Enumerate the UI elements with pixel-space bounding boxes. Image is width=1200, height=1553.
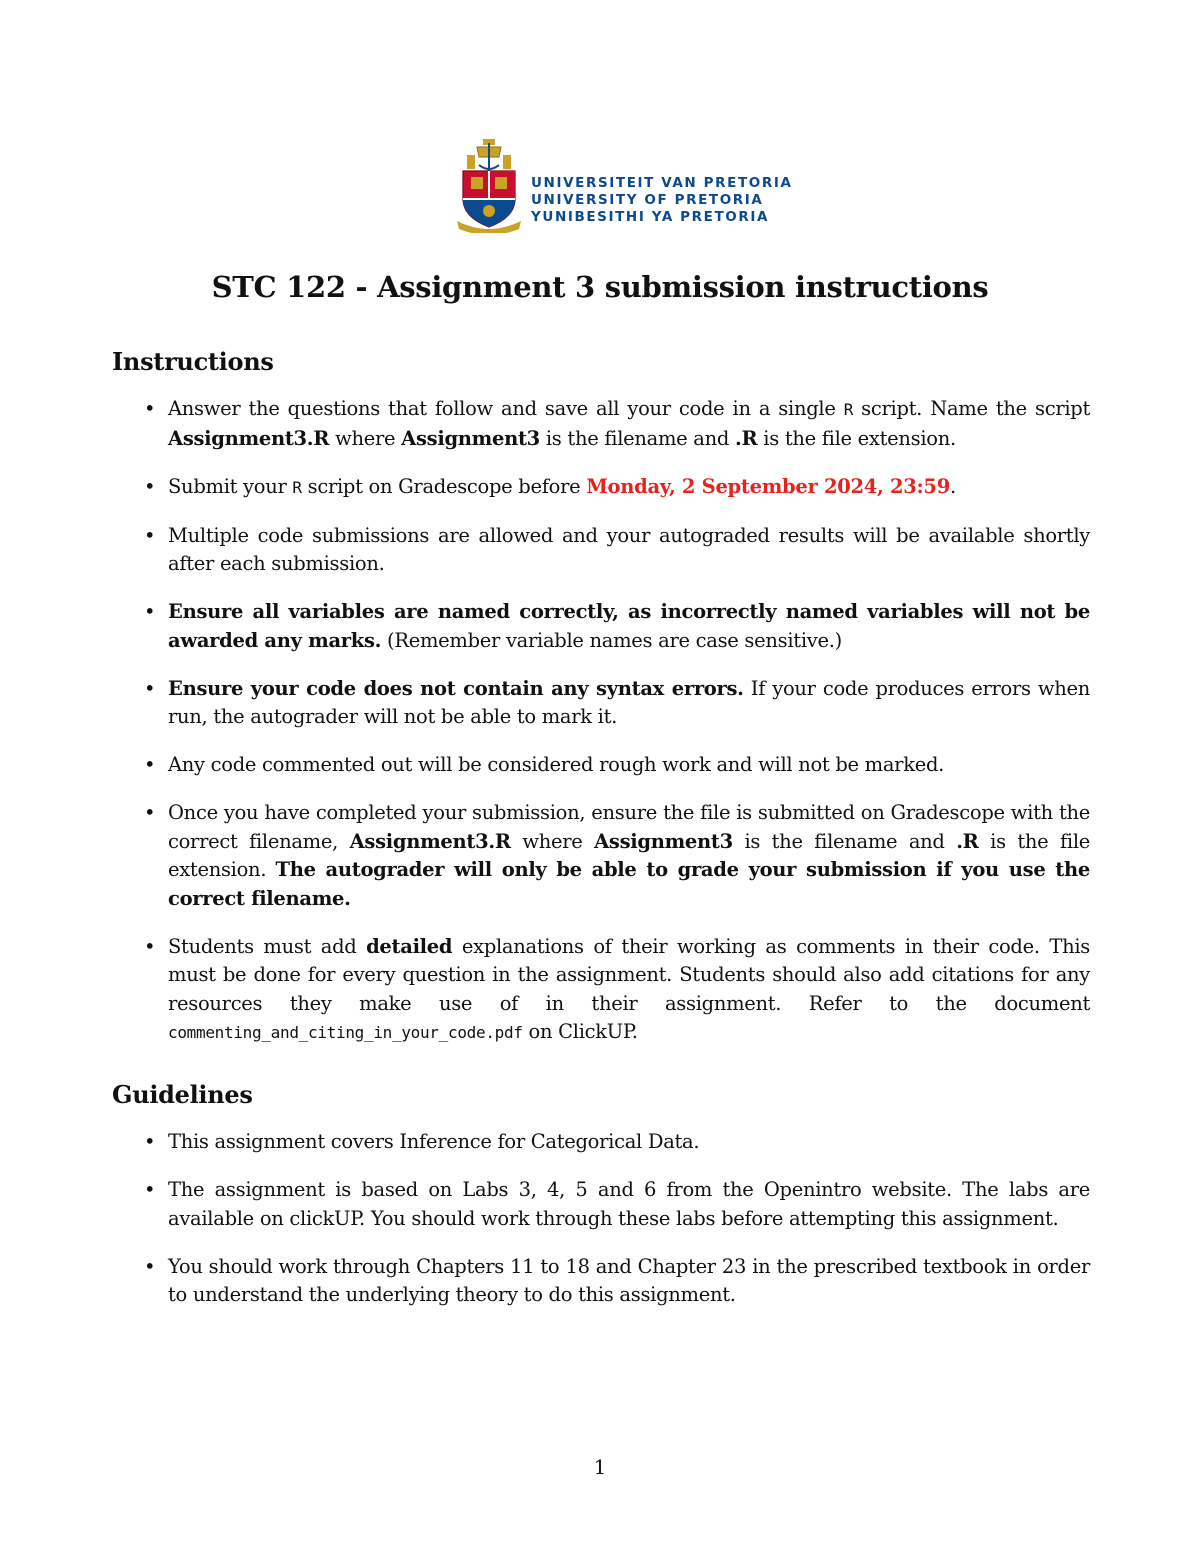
- list-item: • The assignment is based on Labs 3, 4, 5 and 6 from the Openintro website. The labs are available on clickUP. You should work through these labs before attempting this assignment.: [144, 1178, 1090, 1230]
- bullet-icon: •: [144, 474, 156, 498]
- list-item: • Students must add detailed explanations of their working as comments in their code. This must be done for every question in the assignment. Students should also add citations for any resources they make use of in their assignment. Refer to the document commenting_and_citing_in_your_code.pdf on ClickUP.: [144, 934, 1091, 1043]
- list-item: • Submit your R script on Gradescope before Monday, 2 September 2024, 23:59.: [112, 473, 1090, 503]
- list-item: • Any code commented out will be considered rough work and will not be marked.: [112, 751, 1090, 780]
- bullet-icon: •: [144, 1130, 156, 1153]
- bullet-icon: •: [144, 934, 156, 958]
- list-item: • You should work through Chapters 11 to 18 and Chapter 23 in the prescribed textbook in order to understand the underlying theory to do this assignment.: [144, 1254, 1090, 1306]
- bullet-icon: •: [144, 1254, 156, 1278]
- list-item: • This assignment covers Inference for Categorical Data.: [112, 1128, 1090, 1157]
- list-item: • Ensure your code does not contain any syntax errors. If your code produces errors when run, the autograder will not be able to mark it.: [144, 676, 1091, 728]
- logo-line-english: UNIVERSITY OF PRETORIA: [531, 192, 764, 208]
- page-number: 1: [593, 1455, 607, 1479]
- logo-line-sepedi: YUNIBESITHI YA PRETORIA: [531, 209, 770, 225]
- list-item: • Multiple code submissions are allowed and your autograded results will be available shortly after each submission.: [144, 523, 1090, 575]
- instructions-heading: Instructions: [112, 347, 274, 376]
- deadline-text: Monday, 2 September 2024, 23:59: [586, 474, 950, 498]
- bullet-icon: •: [144, 397, 156, 420]
- bullet-icon: •: [144, 801, 156, 824]
- filename-code: commenting_and_citing_in_your_code.pdf: [168, 1023, 523, 1042]
- list-item: • Ensure all variables are named correctly, as incorrectly named variables will not be awarded any marks. (Remember variable names are case sensitive.): [144, 600, 1090, 652]
- bullet-icon: •: [144, 600, 156, 623]
- bullet-icon: •: [144, 753, 156, 776]
- list-item: • Answer the questions that follow and save all your code in a single R script. Name the script Assignment3.R where Assignment3 is the filename and .R is the file extension.: [144, 397, 1091, 450]
- guidelines-heading: Guidelines: [112, 1080, 253, 1109]
- bullet-icon: •: [144, 1178, 156, 1201]
- document-title: STC 122 - Assignment 3 submission instructions: [211, 270, 989, 304]
- guidelines-list: [112, 1128, 1090, 1329]
- bullet-icon: •: [144, 523, 156, 547]
- logo-line-afrikaans: UNIVERSITEIT VAN PRETORIA: [531, 175, 793, 191]
- bullet-icon: •: [144, 676, 156, 700]
- university-logo: [453, 137, 793, 237]
- instructions-list: [112, 395, 1090, 1067]
- list-item: • Once you have completed your submission, ensure the file is submitted on Gradescope with the correct filename, Assignment3.R where Assignment3 is the filename and .R is the file extension. The autograder will only be able to grade your submission if you use the correct filename.: [144, 801, 1090, 910]
- university-crest-icon: [453, 137, 525, 233]
